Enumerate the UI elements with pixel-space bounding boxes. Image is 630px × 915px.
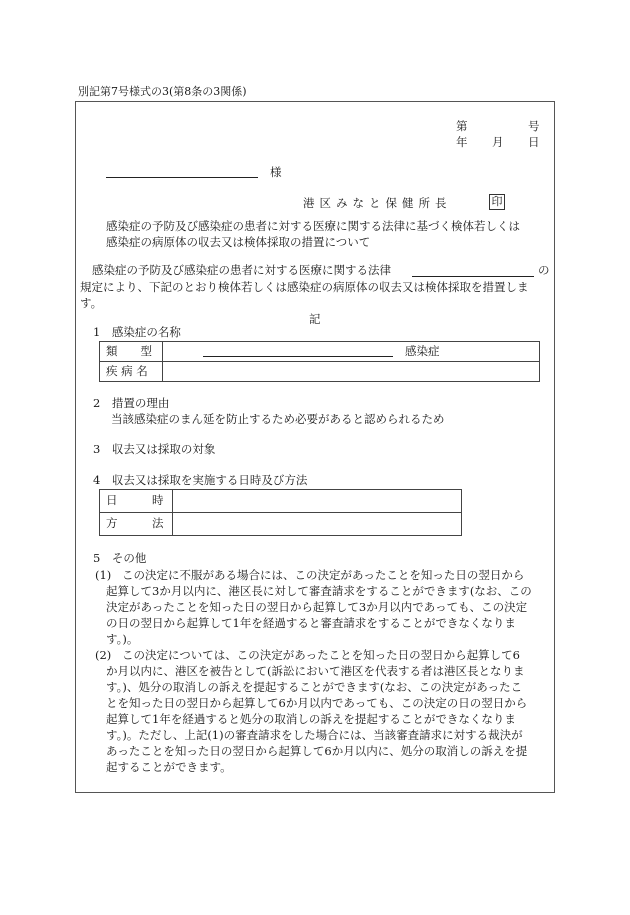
item-2-line-7: あったことを知った日の翌日から起算して6か月以内に、処分の取消しの訴えを提 (106, 744, 528, 758)
number-prefix: 第 (456, 119, 468, 133)
body-line-1: 感染症の予防及び感染症の患者に対する医療に関する法律 (92, 263, 391, 277)
law-article-blank-line (412, 276, 534, 277)
table-row (100, 362, 540, 382)
item-2-line-8: 起することができます。 (106, 760, 232, 774)
subject-line-2: 感染症の病原体の収去又は検体採取の措置について (106, 235, 371, 249)
section-5-title: 5 その他 (93, 551, 147, 565)
type-blank-line (203, 356, 393, 357)
item-2-line-3: す。)、処分の取消しの訴えを提起することができます(なお、この決定があったこ (106, 680, 523, 694)
disease-table (99, 341, 540, 382)
datetime-label: 日 時 (100, 490, 173, 513)
table-row (100, 342, 540, 362)
disease-name-value (163, 362, 540, 382)
item-1-number: (1) (95, 568, 112, 582)
method-label: 方 法 (100, 513, 173, 536)
method-value (173, 513, 462, 536)
item-2-line-5: 起算して1年を経過すると処分の取消しの訴えを提起することができなくなりま (106, 712, 516, 726)
ki-heading: 記 (309, 312, 321, 326)
body-line-3: す。 (80, 296, 103, 310)
type-label: 類 型 (100, 342, 163, 362)
subject-line-1: 感染症の予防及び感染症の患者に対する医療に関する法律に基づく検体若しくは (106, 219, 520, 233)
section-4-title: 4 収去又は採取を実施する日時及び方法 (93, 473, 308, 487)
disease-name-label: 疾 病 名 (100, 362, 163, 382)
schedule-table (99, 489, 462, 536)
item-2-line-4: とを知った日の翌日から起算して6か月以内であっても、この決定の日の翌日から (106, 696, 528, 710)
addressee-honorific: 様 (270, 165, 282, 179)
body-line-1-tail: の (538, 263, 550, 277)
item-1-line-2: 起算して3か月以内に、港区長に対して審査請求をすることができます(なお、この (106, 584, 532, 598)
number-suffix: 号 (528, 119, 540, 133)
seal-mark: 印 (489, 194, 505, 210)
type-value: 感染症 (405, 344, 440, 358)
datetime-value (173, 490, 462, 513)
issuer-name: 港区みなと保健所長 (303, 196, 452, 210)
form-label: 別記第7号様式の3(第8条の3関係) (78, 85, 247, 98)
type-value-cell (163, 342, 540, 362)
item-1-line-3: 決定があったことを知った日の翌日から起算して3か月以内であっても、この決定 (106, 600, 528, 614)
addressee-blank-line (106, 177, 258, 178)
date-year: 年 (456, 135, 468, 149)
section-3-title: 3 収去又は採取の対象 (93, 442, 216, 456)
section-2-title: 2 措置の理由 (93, 396, 170, 410)
table-row (100, 490, 462, 513)
item-2-line-1: この決定については、この決定があったことを知った日の翌日から起算して6 (122, 648, 520, 662)
item-2-line-6: す。)。ただし、上記(1)の審査請求をした場合には、当該審査請求に対する裁決が (106, 728, 523, 742)
date-day: 日 (528, 135, 540, 149)
item-1-line-4: の日の翌日から起算して1年を経過すると審査請求をすることができなくなりま (106, 616, 516, 630)
section-2-text: 当該感染症のまん延を防止するため必要があると認められるため (111, 412, 445, 426)
item-2-line-2: か月以内に、港区を被告として(訴訟において港区を代表する者は港区長となりま (106, 664, 525, 678)
date-month: 月 (492, 135, 504, 149)
item-1-line-1: この決定に不服がある場合には、この決定があったことを知った日の翌日から (122, 568, 525, 582)
body-line-2: 規定により、下記のとおり検体若しくは感染症の病原体の収去又は検体採取を措置しま (80, 280, 529, 294)
section-1-title: 1 感染症の名称 (93, 325, 181, 339)
item-1-line-5: す。)。 (106, 632, 139, 646)
item-2-number: (2) (95, 648, 112, 662)
table-row (100, 513, 462, 536)
